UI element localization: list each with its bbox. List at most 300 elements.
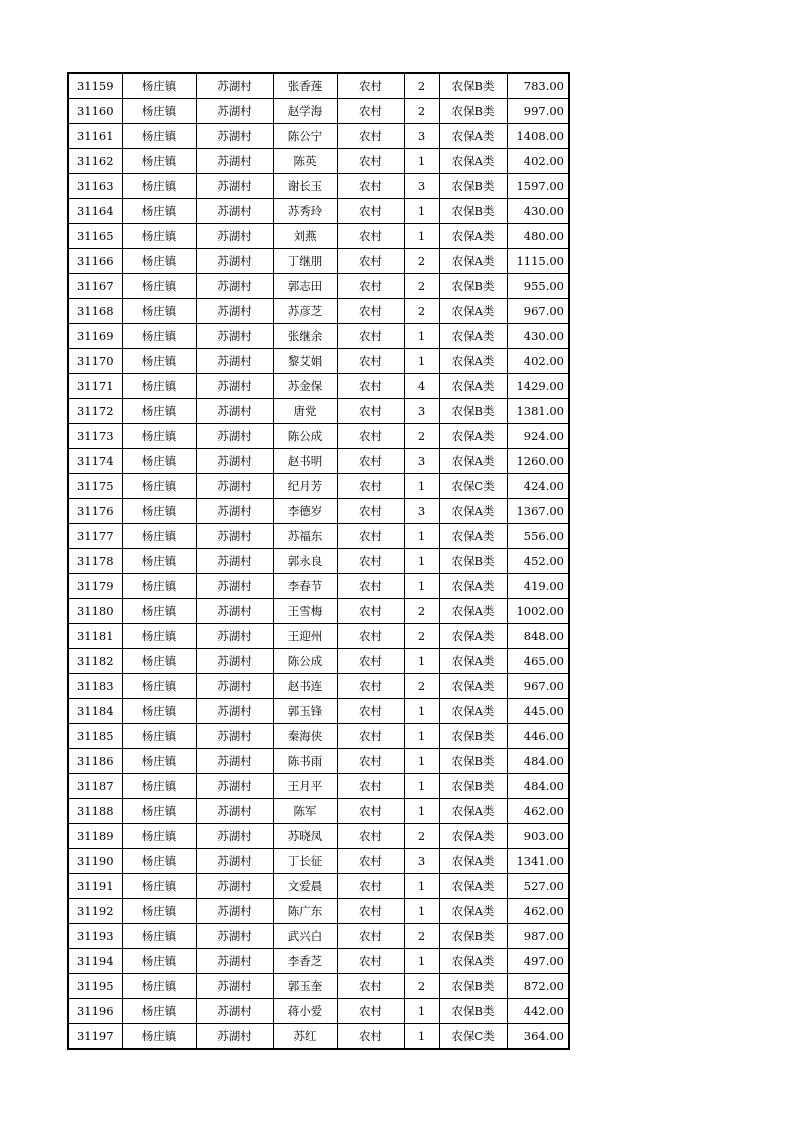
record-id-cell: 31196 — [68, 999, 122, 1024]
village-cell: 苏湖村 — [196, 524, 273, 549]
household-count-cell: 2 — [404, 924, 439, 949]
village-cell: 苏湖村 — [196, 974, 273, 999]
town-cell: 杨庄镇 — [122, 549, 196, 574]
area-type-cell: 农村 — [337, 874, 404, 899]
area-type-cell: 农村 — [337, 149, 404, 174]
insurance-category-cell: 农保A类 — [439, 149, 507, 174]
area-type-cell: 农村 — [337, 1024, 404, 1050]
area-type-cell: 农村 — [337, 924, 404, 949]
insurance-category-cell: 农保B类 — [439, 924, 507, 949]
amount-cell: 402.00 — [507, 149, 569, 174]
amount-cell: 967.00 — [507, 299, 569, 324]
record-id-cell: 31176 — [68, 499, 122, 524]
household-count-cell: 2 — [404, 299, 439, 324]
amount-cell: 452.00 — [507, 549, 569, 574]
record-id-cell: 31165 — [68, 224, 122, 249]
record-id-cell: 31194 — [68, 949, 122, 974]
insurance-category-cell: 农保A类 — [439, 524, 507, 549]
amount-cell: 1367.00 — [507, 499, 569, 524]
amount-cell: 446.00 — [507, 724, 569, 749]
area-type-cell: 农村 — [337, 374, 404, 399]
area-type-cell: 农村 — [337, 449, 404, 474]
person-name-cell: 纪月芳 — [273, 474, 337, 499]
household-count-cell: 3 — [404, 849, 439, 874]
household-count-cell: 1 — [404, 724, 439, 749]
record-id-cell: 31175 — [68, 474, 122, 499]
amount-cell: 872.00 — [507, 974, 569, 999]
town-cell: 杨庄镇 — [122, 349, 196, 374]
village-cell: 苏湖村 — [196, 424, 273, 449]
village-cell: 苏湖村 — [196, 474, 273, 499]
table-row — [68, 174, 569, 199]
area-type-cell: 农村 — [337, 524, 404, 549]
area-type-cell: 农村 — [337, 599, 404, 624]
village-cell: 苏湖村 — [196, 574, 273, 599]
person-name-cell: 陈公成 — [273, 424, 337, 449]
table-body — [68, 73, 569, 1049]
insurance-category-cell: 农保B类 — [439, 99, 507, 124]
person-name-cell: 黎艾娟 — [273, 349, 337, 374]
amount-cell: 364.00 — [507, 1024, 569, 1050]
insurance-category-cell: 农保A类 — [439, 349, 507, 374]
town-cell: 杨庄镇 — [122, 73, 196, 99]
amount-cell: 465.00 — [507, 649, 569, 674]
records-table — [67, 72, 570, 1050]
household-count-cell: 2 — [404, 624, 439, 649]
amount-cell: 424.00 — [507, 474, 569, 499]
person-name-cell: 苏晓凤 — [273, 824, 337, 849]
household-count-cell: 1 — [404, 699, 439, 724]
town-cell: 杨庄镇 — [122, 749, 196, 774]
insurance-category-cell: 农保A类 — [439, 499, 507, 524]
table-row — [68, 949, 569, 974]
amount-cell: 987.00 — [507, 924, 569, 949]
table-row — [68, 224, 569, 249]
table-row — [68, 549, 569, 574]
village-cell: 苏湖村 — [196, 724, 273, 749]
area-type-cell: 农村 — [337, 799, 404, 824]
household-count-cell: 1 — [404, 799, 439, 824]
area-type-cell: 农村 — [337, 499, 404, 524]
village-cell: 苏湖村 — [196, 999, 273, 1024]
household-count-cell: 1 — [404, 899, 439, 924]
village-cell: 苏湖村 — [196, 274, 273, 299]
town-cell: 杨庄镇 — [122, 274, 196, 299]
area-type-cell: 农村 — [337, 899, 404, 924]
area-type-cell: 农村 — [337, 624, 404, 649]
table-row — [68, 624, 569, 649]
insurance-category-cell: 农保B类 — [439, 724, 507, 749]
table-row — [68, 149, 569, 174]
household-count-cell: 1 — [404, 874, 439, 899]
person-name-cell: 刘燕 — [273, 224, 337, 249]
insurance-category-cell: 农保A类 — [439, 424, 507, 449]
amount-cell: 462.00 — [507, 899, 569, 924]
insurance-category-cell: 农保B类 — [439, 174, 507, 199]
record-id-cell: 31185 — [68, 724, 122, 749]
village-cell: 苏湖村 — [196, 399, 273, 424]
village-cell: 苏湖村 — [196, 699, 273, 724]
village-cell: 苏湖村 — [196, 799, 273, 824]
household-count-cell: 1 — [404, 474, 439, 499]
person-name-cell: 苏红 — [273, 1024, 337, 1050]
person-name-cell: 赵书连 — [273, 674, 337, 699]
record-id-cell: 31187 — [68, 774, 122, 799]
table-row — [68, 99, 569, 124]
amount-cell: 402.00 — [507, 349, 569, 374]
record-id-cell: 31172 — [68, 399, 122, 424]
record-id-cell: 31181 — [68, 624, 122, 649]
person-name-cell: 陈英 — [273, 149, 337, 174]
person-name-cell: 李德岁 — [273, 499, 337, 524]
village-cell: 苏湖村 — [196, 824, 273, 849]
table-row — [68, 874, 569, 899]
person-name-cell: 郭永良 — [273, 549, 337, 574]
table-row — [68, 824, 569, 849]
area-type-cell: 农村 — [337, 399, 404, 424]
amount-cell: 997.00 — [507, 99, 569, 124]
village-cell: 苏湖村 — [196, 549, 273, 574]
area-type-cell: 农村 — [337, 224, 404, 249]
person-name-cell: 王月平 — [273, 774, 337, 799]
village-cell: 苏湖村 — [196, 749, 273, 774]
area-type-cell: 农村 — [337, 749, 404, 774]
household-count-cell: 1 — [404, 749, 439, 774]
town-cell: 杨庄镇 — [122, 899, 196, 924]
insurance-category-cell: 农保B类 — [439, 749, 507, 774]
insurance-category-cell: 农保B类 — [439, 974, 507, 999]
insurance-category-cell: 农保A类 — [439, 224, 507, 249]
town-cell: 杨庄镇 — [122, 624, 196, 649]
area-type-cell: 农村 — [337, 674, 404, 699]
town-cell: 杨庄镇 — [122, 124, 196, 149]
household-count-cell: 1 — [404, 549, 439, 574]
record-id-cell: 31164 — [68, 199, 122, 224]
person-name-cell: 赵书明 — [273, 449, 337, 474]
person-name-cell: 文爱晨 — [273, 874, 337, 899]
record-id-cell: 31197 — [68, 1024, 122, 1050]
table-row — [68, 449, 569, 474]
village-cell: 苏湖村 — [196, 124, 273, 149]
town-cell: 杨庄镇 — [122, 824, 196, 849]
household-count-cell: 3 — [404, 399, 439, 424]
town-cell: 杨庄镇 — [122, 474, 196, 499]
amount-cell: 527.00 — [507, 874, 569, 899]
insurance-category-cell: 农保A类 — [439, 799, 507, 824]
insurance-category-cell: 农保A类 — [439, 449, 507, 474]
area-type-cell: 农村 — [337, 774, 404, 799]
record-id-cell: 31191 — [68, 874, 122, 899]
amount-cell: 1408.00 — [507, 124, 569, 149]
town-cell: 杨庄镇 — [122, 799, 196, 824]
insurance-category-cell: 农保A类 — [439, 824, 507, 849]
insurance-category-cell: 农保A类 — [439, 574, 507, 599]
person-name-cell: 丁长征 — [273, 849, 337, 874]
area-type-cell: 农村 — [337, 249, 404, 274]
village-cell: 苏湖村 — [196, 73, 273, 99]
record-id-cell: 31167 — [68, 274, 122, 299]
household-count-cell: 2 — [404, 974, 439, 999]
household-count-cell: 1 — [404, 149, 439, 174]
table-row — [68, 349, 569, 374]
village-cell: 苏湖村 — [196, 199, 273, 224]
area-type-cell: 农村 — [337, 649, 404, 674]
table-row — [68, 324, 569, 349]
amount-cell: 430.00 — [507, 324, 569, 349]
person-name-cell: 苏金保 — [273, 374, 337, 399]
area-type-cell: 农村 — [337, 724, 404, 749]
person-name-cell: 秦海侠 — [273, 724, 337, 749]
insurance-category-cell: 农保B类 — [439, 274, 507, 299]
household-count-cell: 2 — [404, 99, 439, 124]
insurance-category-cell: 农保C类 — [439, 1024, 507, 1050]
household-count-cell: 2 — [404, 674, 439, 699]
town-cell: 杨庄镇 — [122, 724, 196, 749]
insurance-category-cell: 农保A类 — [439, 374, 507, 399]
village-cell: 苏湖村 — [196, 324, 273, 349]
area-type-cell: 农村 — [337, 299, 404, 324]
person-name-cell: 唐党 — [273, 399, 337, 424]
amount-cell: 783.00 — [507, 73, 569, 99]
record-id-cell: 31173 — [68, 424, 122, 449]
village-cell: 苏湖村 — [196, 349, 273, 374]
person-name-cell: 武兴白 — [273, 924, 337, 949]
person-name-cell: 郭玉锋 — [273, 699, 337, 724]
town-cell: 杨庄镇 — [122, 99, 196, 124]
record-id-cell: 31190 — [68, 849, 122, 874]
town-cell: 杨庄镇 — [122, 974, 196, 999]
town-cell: 杨庄镇 — [122, 224, 196, 249]
table-row — [68, 274, 569, 299]
person-name-cell: 王雪梅 — [273, 599, 337, 624]
person-name-cell: 赵学海 — [273, 99, 337, 124]
record-id-cell: 31182 — [68, 649, 122, 674]
village-cell: 苏湖村 — [196, 599, 273, 624]
person-name-cell: 丁继朋 — [273, 249, 337, 274]
record-id-cell: 31169 — [68, 324, 122, 349]
household-count-cell: 2 — [404, 73, 439, 99]
village-cell: 苏湖村 — [196, 624, 273, 649]
town-cell: 杨庄镇 — [122, 574, 196, 599]
insurance-category-cell: 农保C类 — [439, 474, 507, 499]
town-cell: 杨庄镇 — [122, 849, 196, 874]
area-type-cell: 农村 — [337, 999, 404, 1024]
household-count-cell: 1 — [404, 199, 439, 224]
village-cell: 苏湖村 — [196, 374, 273, 399]
village-cell: 苏湖村 — [196, 849, 273, 874]
amount-cell: 967.00 — [507, 674, 569, 699]
insurance-category-cell: 农保A类 — [439, 849, 507, 874]
amount-cell: 445.00 — [507, 699, 569, 724]
town-cell: 杨庄镇 — [122, 499, 196, 524]
amount-cell: 848.00 — [507, 624, 569, 649]
person-name-cell: 谢长玉 — [273, 174, 337, 199]
record-id-cell: 31188 — [68, 799, 122, 824]
record-id-cell: 31168 — [68, 299, 122, 324]
amount-cell: 1381.00 — [507, 399, 569, 424]
amount-cell: 484.00 — [507, 749, 569, 774]
village-cell: 苏湖村 — [196, 499, 273, 524]
amount-cell: 1341.00 — [507, 849, 569, 874]
table-row — [68, 1024, 569, 1050]
person-name-cell: 蒋小爱 — [273, 999, 337, 1024]
town-cell: 杨庄镇 — [122, 674, 196, 699]
table-row — [68, 749, 569, 774]
area-type-cell: 农村 — [337, 73, 404, 99]
village-cell: 苏湖村 — [196, 774, 273, 799]
record-id-cell: 31163 — [68, 174, 122, 199]
insurance-category-cell: 农保A类 — [439, 599, 507, 624]
town-cell: 杨庄镇 — [122, 299, 196, 324]
area-type-cell: 农村 — [337, 324, 404, 349]
town-cell: 杨庄镇 — [122, 999, 196, 1024]
village-cell: 苏湖村 — [196, 674, 273, 699]
town-cell: 杨庄镇 — [122, 649, 196, 674]
amount-cell: 497.00 — [507, 949, 569, 974]
insurance-category-cell: 农保B类 — [439, 73, 507, 99]
household-count-cell: 1 — [404, 224, 439, 249]
insurance-category-cell: 农保B类 — [439, 399, 507, 424]
village-cell: 苏湖村 — [196, 149, 273, 174]
amount-cell: 955.00 — [507, 274, 569, 299]
village-cell: 苏湖村 — [196, 99, 273, 124]
record-id-cell: 31178 — [68, 549, 122, 574]
table-row — [68, 474, 569, 499]
table-row — [68, 974, 569, 999]
village-cell: 苏湖村 — [196, 899, 273, 924]
household-count-cell: 3 — [404, 124, 439, 149]
insurance-category-cell: 农保A类 — [439, 249, 507, 274]
town-cell: 杨庄镇 — [122, 149, 196, 174]
table-row — [68, 674, 569, 699]
village-cell: 苏湖村 — [196, 174, 273, 199]
table-row — [68, 73, 569, 99]
person-name-cell: 苏秀玲 — [273, 199, 337, 224]
area-type-cell: 农村 — [337, 574, 404, 599]
record-id-cell: 31161 — [68, 124, 122, 149]
record-id-cell: 31170 — [68, 349, 122, 374]
amount-cell: 480.00 — [507, 224, 569, 249]
person-name-cell: 陈公成 — [273, 649, 337, 674]
area-type-cell: 农村 — [337, 949, 404, 974]
household-count-cell: 2 — [404, 424, 439, 449]
town-cell: 杨庄镇 — [122, 374, 196, 399]
amount-cell: 924.00 — [507, 424, 569, 449]
village-cell: 苏湖村 — [196, 874, 273, 899]
household-count-cell: 1 — [404, 349, 439, 374]
person-name-cell: 郭志田 — [273, 274, 337, 299]
town-cell: 杨庄镇 — [122, 599, 196, 624]
household-count-cell: 1 — [404, 324, 439, 349]
record-id-cell: 31183 — [68, 674, 122, 699]
area-type-cell: 农村 — [337, 424, 404, 449]
household-count-cell: 3 — [404, 449, 439, 474]
town-cell: 杨庄镇 — [122, 874, 196, 899]
table-row — [68, 699, 569, 724]
insurance-category-cell: 农保A类 — [439, 949, 507, 974]
amount-cell: 430.00 — [507, 199, 569, 224]
village-cell: 苏湖村 — [196, 924, 273, 949]
insurance-category-cell: 农保B类 — [439, 774, 507, 799]
village-cell: 苏湖村 — [196, 949, 273, 974]
household-count-cell: 2 — [404, 599, 439, 624]
record-id-cell: 31166 — [68, 249, 122, 274]
table-row — [68, 199, 569, 224]
person-name-cell: 陈书雨 — [273, 749, 337, 774]
household-count-cell: 1 — [404, 774, 439, 799]
area-type-cell: 农村 — [337, 199, 404, 224]
household-count-cell: 2 — [404, 249, 439, 274]
record-id-cell: 31159 — [68, 73, 122, 99]
table-row — [68, 599, 569, 624]
person-name-cell: 张继余 — [273, 324, 337, 349]
insurance-category-cell: 农保B类 — [439, 199, 507, 224]
insurance-category-cell: 农保A类 — [439, 699, 507, 724]
record-id-cell: 31192 — [68, 899, 122, 924]
record-id-cell: 31160 — [68, 99, 122, 124]
household-count-cell: 1 — [404, 649, 439, 674]
town-cell: 杨庄镇 — [122, 949, 196, 974]
insurance-category-cell: 农保A类 — [439, 649, 507, 674]
insurance-category-cell: 农保B类 — [439, 999, 507, 1024]
record-id-cell: 31184 — [68, 699, 122, 724]
table-row — [68, 424, 569, 449]
insurance-category-cell: 农保A类 — [439, 124, 507, 149]
amount-cell: 903.00 — [507, 824, 569, 849]
person-name-cell: 李香芝 — [273, 949, 337, 974]
village-cell: 苏湖村 — [196, 449, 273, 474]
amount-cell: 1115.00 — [507, 249, 569, 274]
village-cell: 苏湖村 — [196, 224, 273, 249]
record-id-cell: 31189 — [68, 824, 122, 849]
town-cell: 杨庄镇 — [122, 699, 196, 724]
table-row — [68, 649, 569, 674]
insurance-category-cell: 农保A类 — [439, 874, 507, 899]
table-row — [68, 574, 569, 599]
amount-cell: 484.00 — [507, 774, 569, 799]
household-count-cell: 3 — [404, 499, 439, 524]
amount-cell: 1597.00 — [507, 174, 569, 199]
area-type-cell: 农村 — [337, 824, 404, 849]
table-row — [68, 524, 569, 549]
table-row — [68, 999, 569, 1024]
village-cell: 苏湖村 — [196, 249, 273, 274]
amount-cell: 1260.00 — [507, 449, 569, 474]
area-type-cell: 农村 — [337, 99, 404, 124]
area-type-cell: 农村 — [337, 699, 404, 724]
household-count-cell: 1 — [404, 574, 439, 599]
record-id-cell: 31174 — [68, 449, 122, 474]
insurance-category-cell: 农保A类 — [439, 899, 507, 924]
town-cell: 杨庄镇 — [122, 324, 196, 349]
town-cell: 杨庄镇 — [122, 1024, 196, 1050]
table-row — [68, 249, 569, 274]
village-cell: 苏湖村 — [196, 299, 273, 324]
table-row — [68, 299, 569, 324]
town-cell: 杨庄镇 — [122, 449, 196, 474]
table-row — [68, 124, 569, 149]
household-count-cell: 2 — [404, 274, 439, 299]
table-row — [68, 774, 569, 799]
person-name-cell: 陈公宁 — [273, 124, 337, 149]
household-count-cell: 3 — [404, 174, 439, 199]
person-name-cell: 张香莲 — [273, 73, 337, 99]
person-name-cell: 李春节 — [273, 574, 337, 599]
area-type-cell: 农村 — [337, 124, 404, 149]
town-cell: 杨庄镇 — [122, 524, 196, 549]
town-cell: 杨庄镇 — [122, 774, 196, 799]
insurance-category-cell: 农保A类 — [439, 324, 507, 349]
